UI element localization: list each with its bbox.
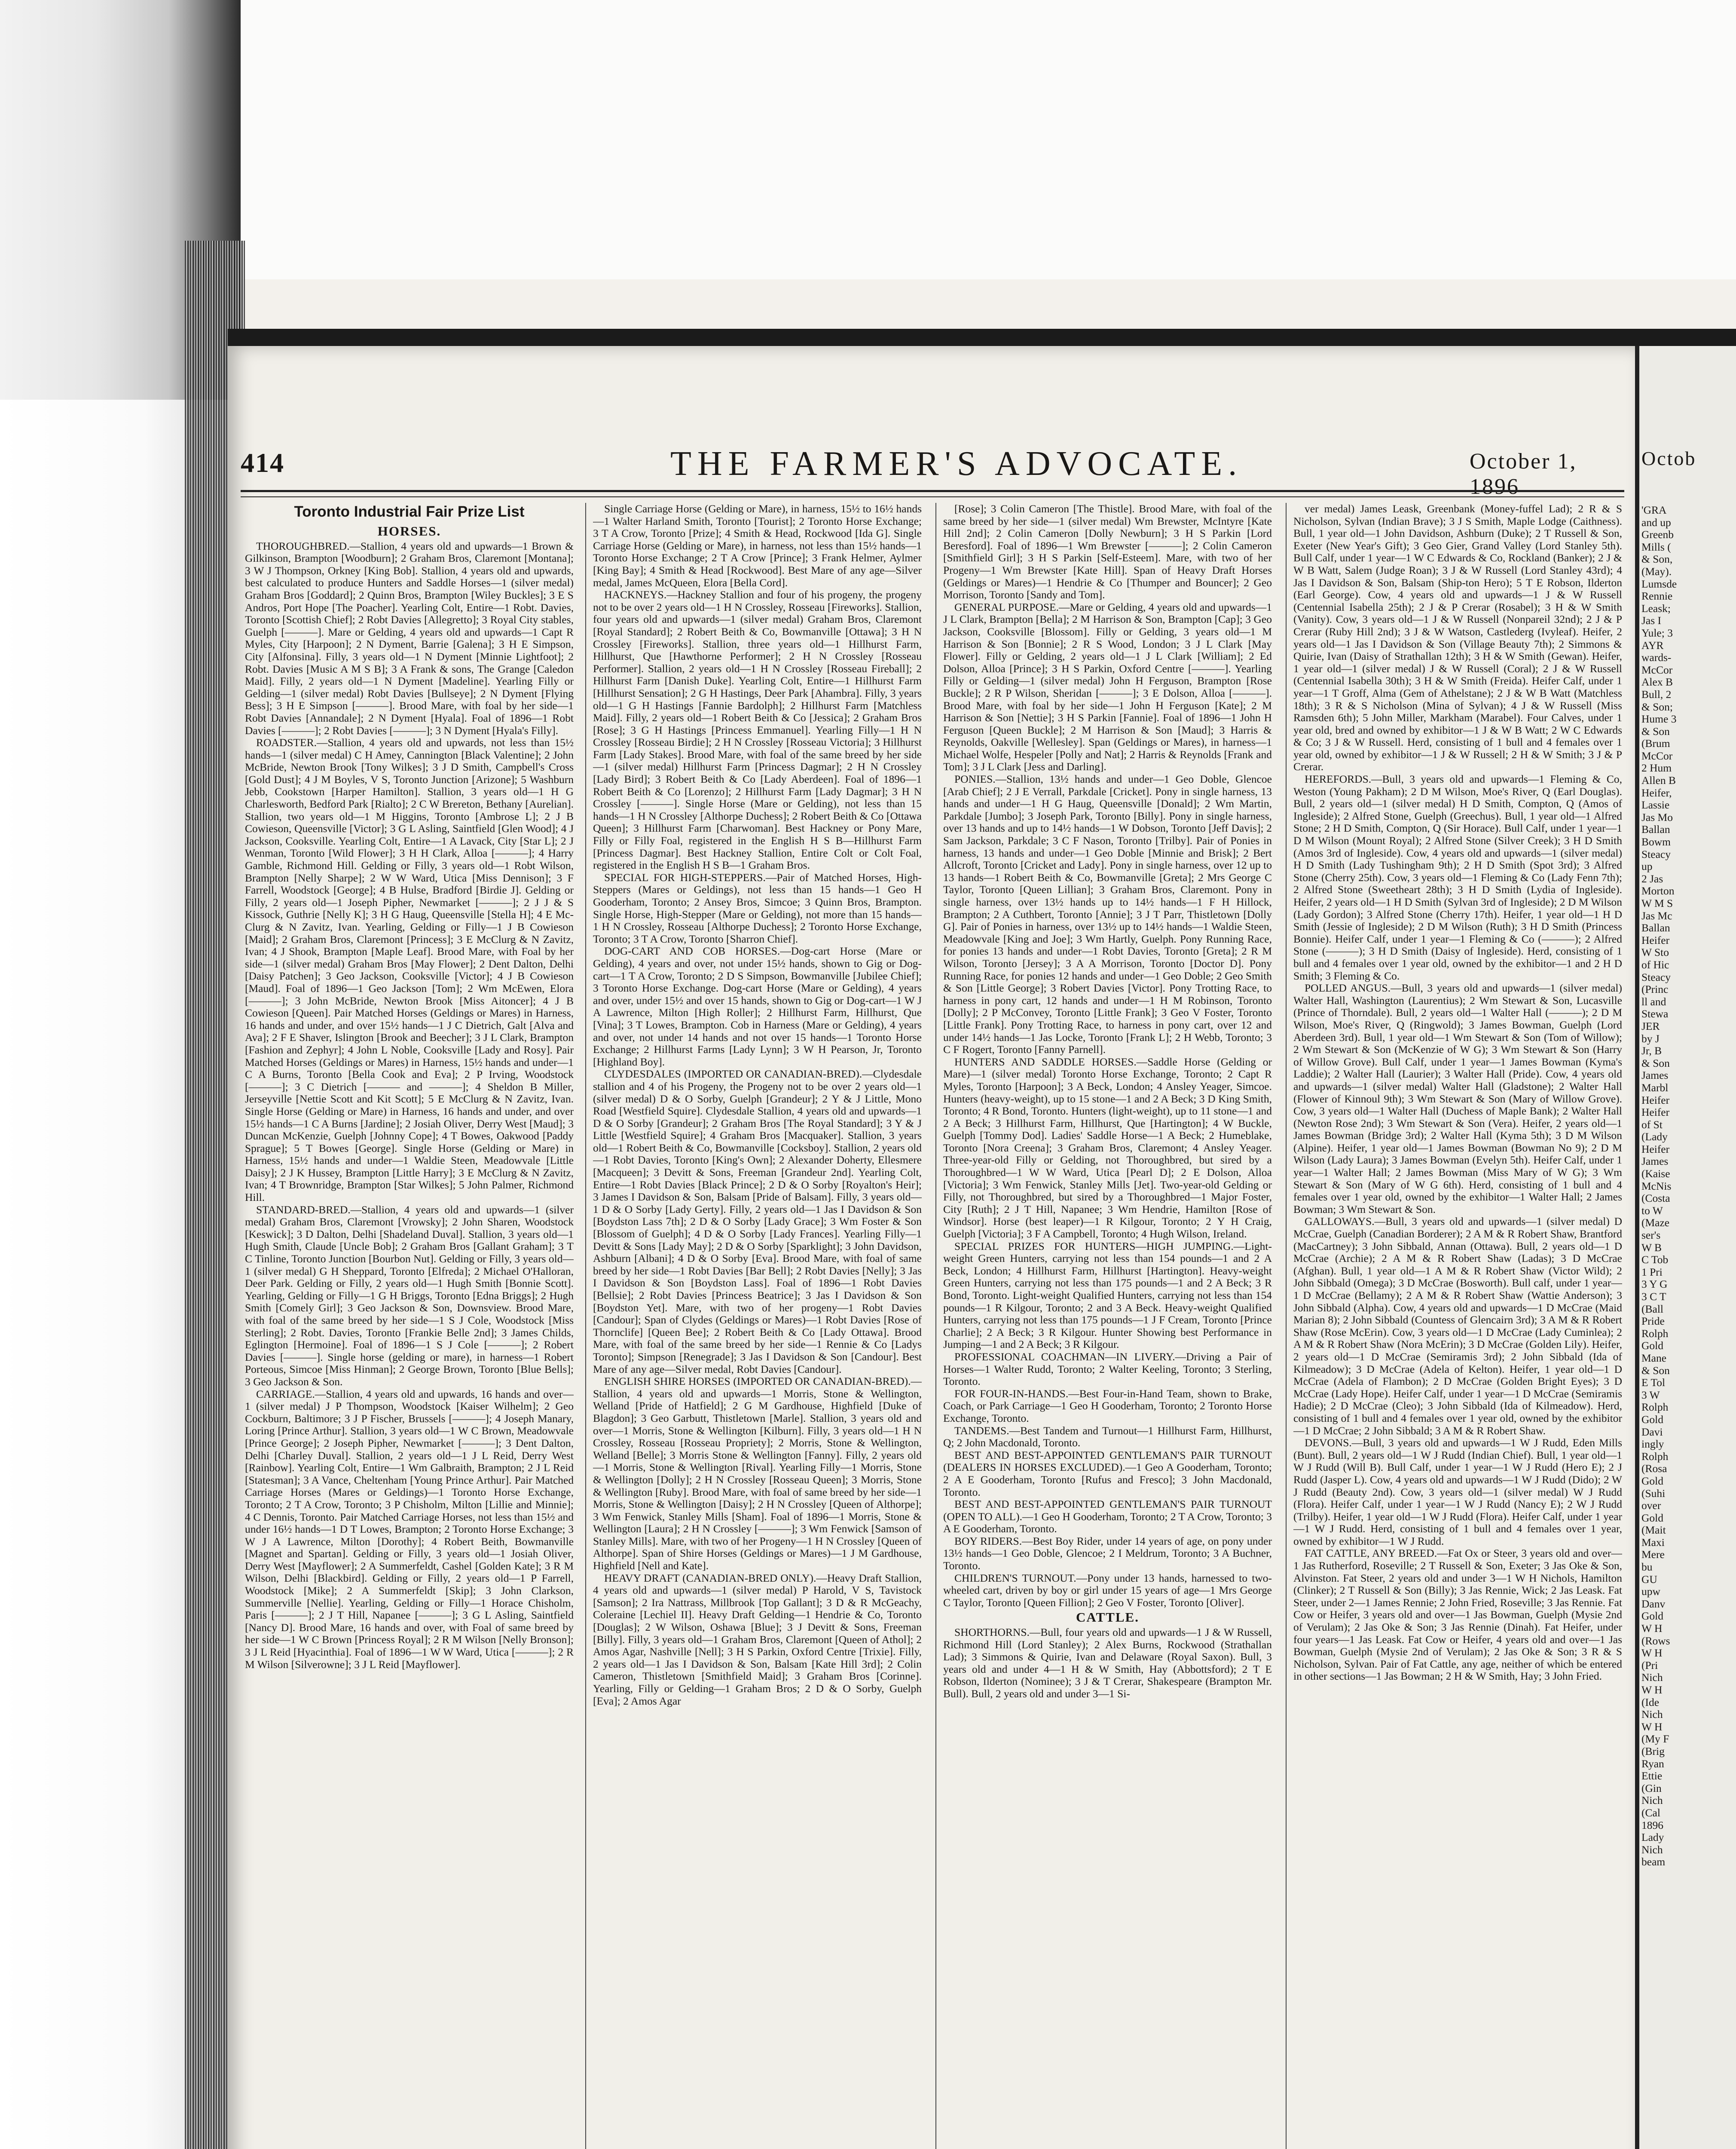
issue-date: October 1, 1896 [1470, 449, 1577, 499]
paragraph: FOR FOUR-IN-HANDS.—Best Four-in-Hand Team, shown to Brake, Coach, or Park Carriage—1 Geo H Gooderham, Toronto; 2 Toronto Horse Exchange, Toronto. [943, 1387, 1272, 1424]
header-rule [241, 490, 1624, 497]
fragment-line: Jas Mo [1641, 811, 1673, 823]
fragment-line: James [1641, 1155, 1669, 1168]
paragraph: ENGLISH SHIRE HORSES (IMPORTED OR CANADIAN-BRED).—Stallion, 4 years old and upwards—1 Morris, Stone & Wellington, Welland [Pride of Hatfield]; 2 G M Gardhouse, Highfield [Duke of Blagdon]; 3 Geo Garbutt, Thistletown [Marle]. Stallion, 3 years old and over—1 Morris, Stone & Wellington [Kilburn]. Filly, 3 years old—1 H N Crossley, Rosseau [Rosseau Propriety]; 2 Morris, Stone & Wellington, Welland [Belle]; 3 Morris Stone & Wellington [Fanny]. Filly, 2 years old—1 Morris, Stone & Wellington [Rival]. Yearling Filly—1 Morris, Stone & Wellington [Dolly]; 2 H N Crossley [Rosseau Queen]; 3 Morris, Stone & Wellington [Ruby]. Brood Mare, with foal of same breed by her side—1 Morris, Stone & Wellington [Daisy]; 2 H N Crossley [Queen of Althorpe]; 3 Wm Fenwick, Stanley Mills [Sham]. Foal of 1896—1 Morris, Stone & Wellington [Laura]; 2 H N Crossley [———]; 3 Wm Fenwick [Samson of Stanley Mills]. Mare, with two of her Progeny—1 H N Crossley [Queen of Althorpe]. Span of Shire Horses (Geldings or Mares)—1 J M Gardhouse, Highfield [Nell and Kate]. [593, 1375, 922, 1572]
fragment-line: Mere [1641, 1548, 1665, 1561]
fragment-line: wards- [1641, 651, 1672, 664]
paragraph: STANDARD-BRED.—Stallion, 4 years old and upwards—1 (silver medal) Graham Bros, Claremont [Vrowsky]; 2 John Sharen, Woodstock [Keswick]; 3 D Dalton, Delhi [Shadeland Duval]. Stallion, 3 years old—1 Hugh Smith, Claude [Uncle Bob]; 2 Graham Bros [Gallant Graham]; 3 T C Tinline, Toronto Junction [Bourbon Nut]. Gelding or Filly, 3 years old—1 (silver medal) G H Sheppard, Toronto [Elfreda]; 2 Michael O'Halloran, Deer Park. Gelding or Filly, 2 years old—1 Hugh Smith [Bonnie Scott]. Yearling, Gelding or Filly—1 G H Briggs, Toronto [Edna Briggs]; 2 Hugh Smith [Comely Girl]; 3 Geo Jackson & Son, Downsview. Brood Mare, with foal of the same breed by her side—1 S J Cole, Woodstock [Miss Sterling]; 2 Robt. Davies, Toronto [Frankie Belle 2nd]; 3 James Childs, Eglington [Hermoine]. Foal of 1896—1 S J Cole [———]; 2 Robert Davies [———]. Single horse (gelding or mare), in harness—1 Robert Porteous, Simcoe [Miss Hinman]; 2 George Brown, Toronto [Blue Bells]; 3 Geo Jackson & Son. [245, 1203, 574, 1388]
fragment-line: 'GRA [1641, 504, 1667, 516]
section-heading-cattle: CATTLE. [1076, 1610, 1139, 1625]
section-heading-horses: HORSES. [377, 523, 441, 539]
fragment-line: Mills ( [1641, 540, 1671, 553]
page-header [241, 445, 1620, 499]
fragment-line: Lassie [1641, 799, 1670, 811]
fragment-line: Gold [1641, 1474, 1663, 1487]
fragment-line: (Rosa [1641, 1462, 1667, 1475]
fragment-line: Gold [1641, 1610, 1663, 1622]
fragment-line: Steacy [1641, 970, 1671, 983]
fragment-line: Gold [1641, 1511, 1663, 1524]
fragment-line: upw [1641, 1585, 1660, 1598]
fragment-line: (Ball [1641, 1302, 1663, 1315]
fragment-line: (Costa [1641, 1192, 1670, 1205]
paragraph: PROFESSIONAL COACHMAN—IN LIVERY.—Driving a Pair of Horses—1 Walter Rudd, Toronto; 2 Walter Keeling, Toronto; 3 Sterling, Toronto. [943, 1350, 1272, 1388]
paragraph: SPECIAL PRIZES FOR HUNTERS—HIGH JUMPING.—Light-weight Green Hunters, carrying not less than 154 pounds—1 and 2 A Beck, London; 4 Hillhurst Farm, Hillhurst [Hartington]. Heavy-weight Green Hunters, carrying not less than 175 pounds—1 and 2 A Beck; 3 R Bond, Toronto. Light-weight Qualified Hunters, carrying not less than 154 pounds—1 R Kilgour, Toronto; 2 and 3 A Beck. Heavy-weight Qualified Hunters, carrying not less than 175 pounds—1 J F Cream, Toronto [Prince Charlie]; 2 A Beck; 3 R Kilgour. Hunter Showing best Performance in Jumping—1 and 2 A Beck; 3 R Kilgour. [943, 1240, 1272, 1351]
fragment-line: McNis [1641, 1179, 1672, 1192]
fragment-line: Bowm [1641, 836, 1671, 848]
fragment-line: of St [1641, 1118, 1663, 1131]
column-divider [1286, 503, 1287, 2149]
fragment-line: Danv [1641, 1597, 1666, 1610]
column-4 [1293, 503, 1622, 2149]
fragment-line: Nich [1641, 1671, 1663, 1684]
fragment-line: Rennie [1641, 590, 1673, 603]
fragment-line: Stewa [1641, 1007, 1669, 1020]
fragment-line: Greenb [1641, 528, 1674, 541]
column-3 [943, 503, 1272, 2149]
fragment-line: Jas I [1641, 614, 1662, 627]
paragraph: ROADSTER.—Stallion, 4 years old and upwards, not less than 15½ hands—1 (silver medal) C H Amey, Cannington [Black Valentine]; 2 John McBride, Newton Brook [Tony Wilkes]; 3 J D Smith, Campbell's Cross [Gold Dust]; 4 J M Boyles, V S, Toronto Junction [Arizone]; 5 Washburn Jebb, Cookstown [Harper Hamilton]. Stallion, 3 years old—1 H G Charlesworth, Bedford Park [Rialto]; 2 C W Brereton, Bethany [Aurelian]. Stallion, two years old—1 M Higgins, Toronto [Ambrose L]; 2 J B Cowieson, Queensville [Victor]; 3 G L Asling, Saintfield [Glen Wood]; 4 J Jackson, Cooksville. Yearling Colt, Entire—1 A Lavack, City [Star L]; 2 J Wenman, Toronto [Wild Flower]; 3 H H Clark, Alloa [———]; 4 Harry Gamble, Richmond Hill. Gelding or Filly, 3 years old—1 Robt Wilson, Brampton [Nelly Sharpe]; 2 W W Ward, Utica [Miss Dennison]; 3 F Farrell, Woodstock [George]; 4 B Hulse, Bradford [Birdie J]. Gelding or Filly, 2 years old—1 Joseph Pipher, Newmarket [———]; 2 J J & S Kissock, Guthrie [Nelly K]; 3 H G Haug, Queensville [Stella H]; 4 E Mc-Clurg & N Zavitz, Ivan. Yearling, Gelding or Filly—1 J B Cowieson [Maid]; 2 Graham Bros, Claremont [Princess]; 3 E McClurg & N Zavitz, Ivan; 4 J Shook, Brampton [Maple Leaf]. Brood Mare, with Foal by her side—1 (silver medal) Graham Bros [May Flower]; 2 Dent Dalton, Delhi [Daisy Patchen]; 3 Geo Jackson, Cooksville [Victor]; 4 J B Cowieson [Maud]. Foal of 1896—1 Geo Jackson [Tom]; 2 Wm McEwen, Elora [———]; 3 John McBride, Newton Brook [Miss Aitoncer]; 4 J B Cowieson [Queen]. Pair Matched Horses (Geldings or Mares) in Harness, 16 hands and under, and over 15½ hands—1 J C Dietrich, Galt [Alva and Ava]; 2 F E Shaver, Islington [Brook and Beecher]; 3 J L Clark, Brampton [Fashion and Zephyr]; 4 John L Noble, Cooksville [Lady and Rosy]. Pair Matched Horses (Geldings or Mares) in Harness, 15½ hands and under—1 C A Burns, Toronto [Bella Cook and Eva]; 2 P Irving, Woodstock [———]; 3 C Dietrich [——— and ———]; 4 Sheldon B Miller, Jerseyville [Nettie Scott and Kit Scott]; 5 E McClurg & N Zavitz, Ivan. Single Horse (Gelding or Mare) in Harness, 16 hands and under, and over 15½ hands—1 C A Burns [Jardine]; 2 Josiah Oliver, Derry West [Maud]; 3 Duncan McKenzie, Guelph [Johnny Cope]; 4 T Bowes, Oakwood [Paddy Sprague]; 5 T Bowes [George]. Single Horse (Gelding or Mare) in Harness, 15½ hands and under—1 Waldie Steen, Meadowvale [Little Daisy]; 2 J K Hussey, Brampton [Little Harry]; 3 E McClurg & N Zavitz, Ivan; 4 T Brownridge, Brampton [Star Wilkes]; 5 John Palmer, Richmond Hill. [245, 736, 574, 1204]
fragment-line: James [1641, 1069, 1669, 1082]
fragment-line: & Son [1641, 1056, 1670, 1069]
fragment-line: & Son [1641, 1364, 1670, 1377]
fragment-line: (Pri [1641, 1659, 1658, 1671]
fragment-line: ingly [1641, 1438, 1664, 1451]
fragment-line: Pride [1641, 1315, 1665, 1328]
paragraph: HUNTERS AND SADDLE HORSES.—Saddle Horse (Gelding or Mare)—1 (silver medal) Toronto Horse Exchange, Toronto; 2 Capt R Myles, Toronto [Harpoon]; 3 A Beck, London; 4 Ansley Yeager, Simcoe. Hunters (heavy-weight), up to 15 stone—1 and 2 A Beck; 3 D King Smith, Toronto; 4 R Bond, Toronto. Hunters (light-weight), up to 11 stone—1 and 2 A Beck; 3 Hillhurst Farm, Hillhurst, Que [Hartington]; 4 W Buckle, Guelph [Tommy Dod]. Ladies' Saddle Horse—1 A Beck; 2 Humeblake, Toronto [Nora Creena]; 3 Graham Bros, Claremont; 4 Ansley Yeager. Three-year-old Filly or Gelding, not Thoroughbred, but sired by a Thoroughbred—1 W W Ward, Utica [Pearl D]; 2 E Dolson, Alloa [Victoria]; 3 Wm Fenwick, Stanley Mills [Jet]. Two-year-old Gelding or Filly, not Thoroughbred, but sired by a Thoroughbred—1 Major Foster, City [Ruth]; 2 J T Hill, Napanee; 3 Wm Hendrie, Hamilton [Rose of Windsor]. Horse (best leaper)—1 R Kilgour, Toronto; 2 Y H Craig, Guelph [Victoria]; 3 F A Campbell, Toronto; 4 Hugh Wilson, Ireland. [943, 1055, 1272, 1240]
paragraph: FAT CATTLE, ANY BREED.—Fat Ox or Steer, 3 years old and over—1 Jas Rutherford, Roseville; 2 T Russell & Son, Exeter; 3 Jas Oke & Son, Alvinston. Fat Steer, 2 years old and under 3—1 W H Nichols, Hamilton (Clinker); 2 T Russell & Son (Billy); 3 Jas Rennie, Wick; 2 Jas Leask. Fat Steer, under 2—1 James Rennie; 2 John Fried, Roseville; 3 Jas Rennie. Fat Cow or Heifer, 3 years old and over—1 Jas Bowman, Guelph (Mysie 2nd of Verulam); 2 Jas Oke & Son; 3 Jas Rennie (Dinah). Fat Heifer, under four years—1 Jas Leask. Fat Cow or Heifer, 4 years old and over—1 Jas Bowman, Guelph (Mysie 2nd of Verulam); 2 Jas Oke & Son; 3 R & S Nicholson, Sylvan. Pair of Fat Cattle, any age, neither of which be entered in other sections—1 Jas Bowman; 2 H & W Smith, Hay; 3 John Fried. [1293, 1547, 1622, 1683]
fragment-line: Mane [1641, 1351, 1667, 1364]
fragment-line: up [1641, 860, 1653, 873]
fragment-line: Steacy [1641, 848, 1671, 860]
fragment-line: by J [1641, 1032, 1660, 1045]
fragment-line: Heifer [1641, 1106, 1670, 1119]
fragment-line: GU [1641, 1573, 1657, 1586]
fragment-line: 3 Y G [1641, 1278, 1668, 1291]
fragment-line: (Princ [1641, 983, 1669, 996]
fragment-line: Nich [1641, 1843, 1663, 1856]
fragment-line: (Ide [1641, 1696, 1660, 1708]
fragment-line: and up [1641, 516, 1671, 529]
paragraph: BEST AND BEST-APPOINTED GENTLEMAN'S PAIR TURNOUT (OPEN TO ALL).—1 Geo H Gooderham, Toronto; 2 T A Crow, Toronto; 3 A E Gooderham, Toronto. [943, 1498, 1272, 1535]
fragment-line: Marbl [1641, 1081, 1669, 1094]
fragment-line: & Son; [1641, 700, 1673, 713]
fragment-line: ll and [1641, 995, 1666, 1008]
fragment-line: to W [1641, 1204, 1663, 1217]
fragment-line: Rolph [1641, 1327, 1669, 1340]
article-heading: Toronto Industrial Fair Prize List [294, 503, 525, 520]
paragraph: HEREFORDS.—Bull, 3 years old and upwards—1 Fleming & Co, Weston (Young Pakham); 2 D M Wilson, Moe's River, Q (Earl Douglas). Bull, 2 years old—1 (silver medal) H D Smith, Compton, Q (Amos of Ingleside); 2 Alfred Stone, Guelph (Greechus). Bull, 1 year old—1 Alfred Stone; 2 H D Smith, Compton, Q (Sir Horace). Bull Calf, under 1 year—1 D M Wilson (Mount Royal); 2 Alfred Stone (Silver Creek); 3 H D Smith (Amos 3rd of Ingleside). Cow, 4 years old and upwards—1 (silver medal) H D Smith (Lady Tushingham 9th); 2 H D Smith (Spot 3rd); 3 Alfred Stone (Cherry 25th). Cow, 3 years old—1 Fleming & Co (Lady Fenn 7th); 2 Alfred Stone (Sweetheart 28th); 3 H D Smith (Lydia of Ingleside). Heifer, 2 years old—1 H D Smith (Sylvan 3rd of Ingleside); 2 D M Wilson (Lady Gordon); 3 Alfred Stone (Cherry 17th). Heifer, 1 year old—1 H D Smith (Jessie of Ingleside); 2 D M Wilson (Ruth); 3 H D Smith (Princess Bonnie). Heifer Calf, under 1 year—1 Fleming & Co (———); 2 Alfred Stone (———); 3 H D Smith (Daisy of Ingleside). Herd, consisting of 1 bull and 4 females over 1 year old, owned by the exhibitor—1 and 2 H D Smith; 3 Fleming & Co. [1293, 773, 1622, 982]
paragraph: HEAVY DRAFT (CANADIAN-BRED ONLY).—Heavy Draft Stallion, 4 years old and upwards—1 (silver medal) P Harold, V S, Tavistock [Samson]; 2 Ira Nattrass, Millbrook [Top Gallant]; 3 D & R McGeachy, Coleraine [Lechiel II]. Heavy Draft Gelding—1 Hendrie & Co, Toronto [Douglas]; 2 W Wilson, Oshawa [Blue]; 3 J Devitt & Sons, Freeman [Billy]. Filly, 3 years old—1 Graham Bros, Claremont [Queen of Athol]; 2 Amos Agar, Nashville [Nell]; 3 H S Parkin, Oxford Centre [Trixie]. Filly, 2 years old—1 Jas I Davidson & Son, Balsam [Kate Hill 3rd]; 2 Colin Cameron, Thistletown [Smithfield Maid]; 3 Graham Bros [Corinne]. Yearling, Filly or Gelding—1 Graham Bros; 2 D & O Sorby, Guelph [Eva]; 2 Amos Agar [593, 1571, 922, 1707]
fragment-line: W Sto [1641, 946, 1669, 959]
fragment-line: Ryan [1641, 1757, 1664, 1770]
fragment-line: 3 C T [1641, 1290, 1666, 1303]
fragment-line: Lady [1641, 1831, 1664, 1844]
paragraph: PONIES.—Stallion, 13½ hands and under—1 Geo Doble, Glencoe [Arab Chief]; 2 J E Verrall, Parkdale [Cricket]. Pony in single harness, 13 hands and under—1 H G Haug, Queensville [Donald]; 2 Wm Martin, Parkdale [Jumbo]; 3 Joseph Park, Toronto [Billy]. Pony in single harness, over 13 hands and up to 14½ hands—1 W Dobson, Toronto [Jeff Davis]; 2 Sam Jackson, Parkdale; 3 C F Nason, Toronto [Trilby]. Pair of Ponies in harness, 13 hands and under—1 Geo Doble [Minnie and Brisk]; 2 Bert Allcroft, Toronto [Cricket and Lady]. Pony in single harness, over 12 up to 13 hands—1 Robert Beith & Co, Bowmanville [Greta]; 2 Mrs George C Taylor, Toronto [Queen Lillian]; 3 Graham Bros, Claremont. Pony in single harness, over 13½ hands up to 14½ hands—1 F H Hillock, Brampton; 2 A Cuthbert, Toronto [Annie]; 3 J T Parr, Thistletown [Dolly G]. Pair of Ponies in harness, over 13½ up to 14½ hands—1 Waldie Steen, Meadowvale [King and Joe]; 3 Wm Hartly, Guelph. Pony Running Race, for ponies 13 hands and under—1 Robt Davies, Toronto [Greta]; 2 R M Wilson, Toronto [Jersey]; 3 A A Morrison, Toronto [Doctor D]. Pony Running Race, for ponies 12 hands and under—1 Geo Doble; 2 Geo Smith & Son [Little George]; 3 Robert Davies [Victor]. Pony Trotting Race, to harness in pony cart, 12 hands and under—1 H M Robinson, Toronto [Dolly]; 2 P McConvey, Toronto [Little Frank]; 3 Geo V Foster, Toronto [Little Frank]. Pony Trotting Race, to harness in pony cart, over 12 and under 14½ hands—1 Jas Locke, Toronto [Frank L]; 2 H Webb, Toronto; 3 C F Rogert, Toronto [Fanny Parnell]. [943, 773, 1272, 1056]
paragraph: TANDEMS.—Best Tandem and Turnout—1 Hillhurst Farm, Hillhurst, Q; 2 John Macdonald, Toronto. [943, 1424, 1272, 1449]
fragment-line: W H [1641, 1684, 1663, 1696]
fragment-line: (Lady [1641, 1130, 1668, 1143]
fragment-line: 2 Hum [1641, 762, 1672, 774]
next-page-lines [1641, 504, 1734, 1868]
fragment-line: bu [1641, 1561, 1653, 1573]
top-shadow [228, 329, 1736, 346]
next-page-header: Octob [1641, 447, 1696, 469]
fragment-line: 1 Pri [1641, 1265, 1663, 1278]
fragment-line: Bull, 2 [1641, 688, 1672, 701]
fragment-line: Gold [1641, 1339, 1663, 1352]
fragment-line: Gold [1641, 1413, 1663, 1426]
fragment-line: Nich [1641, 1708, 1663, 1721]
fragment-line: Morton [1641, 885, 1675, 897]
fragment-line: McCor [1641, 663, 1673, 676]
fragment-line: McCor [1641, 749, 1673, 762]
fragment-line: E Tol [1641, 1376, 1666, 1389]
fragment-line: W H [1641, 1647, 1663, 1659]
paragraph: DOG-CART AND COB HORSES.—Dog-cart Horse (Mare or Gelding), 4 years and over, not under 15½ hands, shown to Gig or Dog-cart—1 T A Crow, Toronto; 2 D S Simpson, Bowmanville [Jubilee Chief]; 3 Toronto Horse Exchange. Dog-cart Horse (Mare or Gelding), 4 years and over, under 15½ and over 15 hands, shown to Gig or Dog-cart—1 W J A Lawrence, Milton [High Roller]; 2 Hillhurst Farm, Hillhurst, Que [Vina]; 3 T Lowes, Brampton. Cob in Harness (Mare or Gelding), 4 years and over, not under 14 hands and not over 15 hands—1 Toronto Horse Exchange; 2 Hillhurst Farms [Lady Lynn]; 3 W H Pearson, Jr, Toronto [Highland Boy]. [593, 945, 922, 1068]
fragment-line: Jas Mc [1641, 909, 1672, 922]
fragment-line: Leask; [1641, 602, 1671, 615]
fragment-line: AYR [1641, 639, 1664, 652]
fragment-line: Ballan [1641, 921, 1670, 934]
fragment-line: Ballan [1641, 823, 1670, 836]
fragment-line: C Tob [1641, 1253, 1669, 1266]
fragment-line: (Mait [1641, 1524, 1666, 1537]
fragment-line: Heifer [1641, 1142, 1670, 1155]
fragment-line: W B [1641, 1241, 1662, 1254]
fragment-line: ser's [1641, 1229, 1661, 1242]
fragment-line: W H [1641, 1720, 1663, 1733]
fragment-line: Nich [1641, 1794, 1663, 1807]
fragment-line: Ettie [1641, 1769, 1663, 1782]
fragment-line: 3 W [1641, 1388, 1660, 1401]
paragraph: GALLOWAYS.—Bull, 3 years old and upwards—1 (silver medal) D McCrae, Guelph (Canadian Borderer); 2 A M & R Robert Shaw, Brantford (MacCartney); 3 John Sibbald, Annan (Ottawa). Bull, 2 years old—1 D McCrae (Archie); 2 A M & R Robert Shaw (Ladas); 3 D McCrae (Afghan). Bull, 1 year old—1 A M & R Robert Shaw (Victor Wild); 2 John Sibbald (Omega); 3 D McCrae (Bosworth). Bull calf, under 1 year—1 D McCrae (Bellamy); 2 A M & R Robert Shaw (Wattie Anderson); 3 John Sibbald (Alpha). Cow, 4 years old and upwards—1 D McCrae (Maid Marian 8); 2 John Sibbald (Countess of Glencairn 3rd); 3 A M & R Robert Shaw (Rose McErin). Cow, 3 years old—1 D McCrae (Lady Cuminlea); 2 A M & R Robert Shaw (Nora McErin); 3 D McCrae (Golden Lily). Heifer, 2 years old—1 D McCrae (Semiramis 3rd); 2 John Sibbald (Ida of Kilmeadow); 3 D McCrae (Adela of Kelton). Heifer, 1 year old—1 D McCrae (Adela of Flambon); 2 D McCrae (Golden Bright Eyes); 3 D McCrae (Lady Hope). Heifer Calf, under 1 year—1 D McCrae (Semiramis Hadie); 2 D McCrae (Cleo); 3 John Sibbald (Ida of Kilmeadow). Herd, consisting of 1 bull and 4 females over 1 year old, owned by the exhibitor—1 D McCrae; 2 John Sibbald; 3 A M & R Robert Shaw. [1293, 1215, 1622, 1437]
fragment-line: over [1641, 1499, 1661, 1512]
fragment-line: W H [1641, 1622, 1663, 1635]
fragment-line: Alex B [1641, 676, 1673, 689]
fragment-line: 1896 [1641, 1818, 1663, 1831]
fragment-line: (Brig [1641, 1745, 1665, 1757]
page-number: 414 [241, 447, 284, 478]
paragraph: SHORTHORNS.—Bull, four years old and upwards—1 J & W Russell, Richmond Hill (Lord Stanley); 2 Alex Burns, Rockwood (Strathallan Lad); 3 Simmons & Quirie, Ivan and Delaware (Royal Saxon). Bull, 3 years old and under 4—1 H & W Smith, Hay (Abbottsford); 2 T E Robson, Ilderton (Nominee); 3 J & T Crerar, Shakespeare (Brampton Mr. Bull). Bull, 2 years old and under 3—1 Si- [943, 1626, 1272, 1700]
paragraph: POLLED ANGUS.—Bull, 3 years old and upwards—1 (silver medal) Walter Hall, Washington (Laurentius); 2 Wm Stewart & Son, Lucasville (Prince of Thorndale). Bull, 2 years old—1 Walter Hall (———); 2 D M Wilson, Moe's River, Q (Ringwold); 3 James Bowman, Guelph (Lord Aberdeen 3rd). Bull, 1 year old—1 Wm Stewart & Son (Tom of Willow); 2 Wm Stewart & Son (McKenzie of W G); 3 Wm Stewart & Son (Harry of Willow Grove). Bull Calf, under 1 year—1 James Bowman (Kyma's Laddie); 2 Walter Hall (Laurier); 3 Walter Hall (Pride). Cow, 4 years old and upwards—1 (silver medal) Walter Hall (Gladstone); 2 Walter Hall (Flower of Kinnoul 9th); 3 Wm Stewart & Son (Mary of Willow Grove). Cow, 3 years old—1 Walter Hall (Duchess of Maple Bank); 2 Walter Hall (Newton Rose 2nd); 3 Wm Stewart & Son (Vera). Heifer, 2 years old—1 James Bowman (Bridge 3rd); 2 Walter Hall (Kyma 5th); 3 D M Wilson (Alpine). Heifer, 1 year old—1 James Bowman (Bowman No 9); 2 D M Wilson (Lady Laura); 3 James Bowman (Evelyn 5th). Heifer Calf, under 1 year—1 Walter Hall; 2 James Bowman (Miss Mary of W G); 3 Wm Stewart & Son (Mary of W G 6th). Herd, consisting of 1 bull and 4 females over 1 year old, owned by the exhibitor—1 Walter Hall; 2 James Bowman; 3 Wm Stewart & Son. [1293, 982, 1622, 1215]
fragment-line: (Brum [1641, 737, 1670, 750]
fragment-line: Lumsde [1641, 577, 1677, 590]
publication-title: THE FARMER'S ADVOCATE. [670, 445, 1243, 483]
next-page-fragment [1641, 447, 1734, 2149]
fragment-line: Rolph [1641, 1401, 1669, 1414]
fragment-line: Heifer [1641, 1093, 1670, 1106]
fragment-line: (Kaise [1641, 1167, 1670, 1180]
paragraph: HACKNEYS.—Hackney Stallion and four of his progeny, the progeny not to be over 2 years old—1 H N Crossley, Rosseau [Fireworks]. Stallion, four years old and upwards—1 (silver medal) Graham Bros, Claremont [Royal Standard]; 2 Robert Beith & Co, Bowmanville [Ottawa]; 3 H N Crossley [Fireworks]. Stallion, three years old—1 Hillhurst Farm, Hillhurst, Que [Hawthorne Performer]; 2 H N Crossley [Rosseau Performer]. Stallion, 2 years old—1 H N Crossley [Rosseau Fireball]; 2 Hillhurst Farm [Danish Duke]. Yearling Colt, Entire—1 Hillhurst Farm [Hillhurst Sensation]; 2 G H Hastings, Deer Park [Ahambra]. Filly, 3 years old—1 G H Hastings [Fannie Bardolph]; 2 Hillhurst Farm [Matchless Maid]. Filly, 2 years old—1 Robert Beith & Co [Jessica]; 2 Graham Bros [Rose]; 3 G H Hastings [Princess Emmanuel]. Yearling Filly—1 H N Crossley [Rosseau Birdie]; 2 H N Crossley [Rosseau Victoria]; 3 Hillhurst Farm [Lady Stakes]. Brood Mare, with foal of the same breed by her side—1 (silver medal) Hillhurst Farm [Princess Dagmar]; 2 H N Crossley [Lady Bird]; 3 Robert Beith & Co [Lady Aberdeen]. Foal of 1896—1 Robert Beith & Co [Lorenzo]; 2 Hillhurst Farm [Lady Dagmar]; 3 H N Crossley [———]. Single Horse (Mare or Gelding), not less than 15 hands—1 H N Crossley [Althorpe Duchess]; 2 Robert Beith & Co [Ottawa Queen]; 3 Hillhurst Farm [Charwoman]. Best Hackney or Pony Mare, Filly or Filly Foal, registered in the English H S B—Hillhurst Farm [Princess Dagmar]. Best Hackney Stallion, Entire Colt or Colt Foal, registered in the English H S B—1 Graham Bros. [593, 588, 922, 872]
fragment-line: JER [1641, 1019, 1660, 1032]
fragment-line: (May). [1641, 565, 1672, 578]
paragraph: ver medal) James Leask, Greenbank (Money-fuffel Lad); 2 R & S Nicholson, Sylvan (Indian Brave); 3 J S Smith, Maple Lodge (Caithness). Bull, 1 year old—1 John Davidson, Ashburn (Duke); 2 T Russell & Son, Exeter (New Year's Gift); 3 Geo Gier, Grand Valley (Lord Stanley 5th). Bull Calf, under 1 year—1 W C Edwards & Co, Rockland (Banker); 2 J & W B Watt, Salem (Judge Roan); 3 J & W Russell (Lord Stanley 43rd); 4 Jas I Davidson & Son, Balsam (Ship-ton Hero); 5 T E Robson, Ilderton (Earl George). Cow, 4 years old and upwards—1 J & W Russell (Centennial Isabella 25th); 2 J & P Crerar (Rosabel); 3 H & W Smith (Vanity). Cow, 3 years old—1 J & W Russell (Nonpareil 32nd); 2 J & P Crerar (Ruby Hill 2nd); 3 J & W Watson, Castlederg (Ivyleaf). Heifer, 2 years old—1 Jas I Davidson & Son (Village Beauty 7th); 2 Simmons & Quirie, Ivan (Daisy of Strathallan 12th); 3 H & W Smith (Gewan). Heifer, 1 year old—1 (silver medal) J & W Russell (Coral); 2 J & W Russell (Centennial Isabella 30th); 3 H & W Smith (Freida). Heifer Calf, under 1 year—1 T Groff, Alma (Gem of Athelstane); 2 J & W B Watt (Matchless 18th); 3 R & S Nicholson (Mina of Sylvan); 4 J & W Russell (Miss Ramsden 6th); 5 John Miller, Markham (Marabel). Four Calves, under 1 year old, bred and owned by exhibitor—1 J & W B Watt; 2 W C Edwards & Co; 3 J & W Russell. Herd, consisting of 1 bull and 4 females over 1 year old, owned by exhibitor—1 J & W Russell; 2 H & W Smith; 3 J & P Crerar. [1293, 503, 1622, 773]
paragraph: BEST AND BEST-APPOINTED GENTLEMAN'S PAIR TURNOUT (DEALERS IN HORSES EXCLUDED).—1 Geo A Gooderham, Toronto; 2 A E Gooderham, Toronto [Rufus and Fresco]; 3 John Macdonald, Toronto. [943, 1448, 1272, 1498]
fragment-line: (Suhi [1641, 1487, 1666, 1500]
fragment-line: Davi [1641, 1425, 1663, 1438]
fragment-line: & Son [1641, 725, 1670, 738]
paragraph: Single Carriage Horse (Gelding or Mare), in harness, 15½ to 16½ hands—1 Walter Harland Smith, Toronto [Tourist]; 2 Toronto Horse Exchange; 3 T A Crow, Toronto [Prize]; 4 Smith & Head, Rockwood [Ida G]. Single Carriage Horse (Gelding or Mare), in harness, not less than 15½ hands—1 Toronto Horse Exchange; 2 T A Crow [Prince]; 3 Frank Helmer, Aylmer [King Bay]; 4 Smith & Head [Rockwood]. Best Mare of any age—Silver medal, James McQueen, Elora [Bella Cord]. [593, 503, 922, 589]
paragraph: DEVONS.—Bull, 3 years old and upwards—1 W J Rudd, Eden Mills (Bunt). Bull, 2 years old—1 W J Rudd (Indian Chief). Bull, 1 year old—1 W J Rudd (Will B). Bull Calf, under 1 year—1 W J Rudd (Hero E); 2 J Rudd (Jasper L). Cow, 4 years old and upwards—1 W J Rudd (Dido); 2 W J Rudd (Beauty 2nd). Cow, 3 years old—1 (silver medal) W J Rudd (Flora). Heifer Calf, under 1 year—1 W J Rudd (Nancy E); 2 W J Rudd (Trilby). Heifer, 1 year old—1 W J Rudd (Flora). Heifer Calf, under 1 year—1 W J Rudd. Herd, consisting of 1 bull and 4 females over 1 year, owned by exhibitor—1 W J Rudd. [1293, 1436, 1622, 1547]
column-divider [935, 503, 936, 2149]
fragment-line: & Son, [1641, 553, 1673, 566]
fragment-line: (Maze [1641, 1216, 1670, 1229]
fragment-line: Hume 3 [1641, 713, 1677, 726]
paragraph: [Rose]; 3 Colin Cameron [The Thistle]. Brood Mare, with foal of the same breed by her side—1 (silver medal) Wm Brewster, McIntyre [Kate Hill 2nd]; 2 Colin Cameron [Dolly Newburn]; 3 H S Parkin [Lord Beresford]. Foal of 1896—1 Wm Brewster [———]; 2 Colin Cameron [Smithfield Girl]; 3 H S Parkin [Self-Esteem]. Mare, with two of her Progeny—1 Wm Brewster [Kate Hill]. Span of Heavy Draft Horses (Geldings or Mares)—1 Hendrie & Co [Thumper and Bouncer]; 2 Geo Morrison, Toronto [Sandy and Tom]. [943, 503, 1272, 601]
fragment-line: Heifer [1641, 934, 1670, 946]
fragment-line: Maxi [1641, 1536, 1665, 1549]
fragment-line: (Rows [1641, 1634, 1670, 1647]
fragment-line: Allen B [1641, 774, 1676, 787]
fragment-line: (Cal [1641, 1806, 1660, 1819]
fragment-line: Heifer, [1641, 786, 1672, 799]
fragment-line: of Hic [1641, 958, 1669, 971]
paragraph: GENERAL PURPOSE.—Mare or Gelding, 4 years old and upwards—1 J L Clark, Brampton [Bella]; 2 M Harrison & Son, Brampton [Cap]; 3 Geo Jackson, Cooksville [Blossom]. Filly or Gelding, 3 years old—1 M Harrison & Son [Bonnie]; 2 R S Wood, London; 3 J L Clark [May Flower]. Filly or Gelding, 2 years old—1 J L Clark [William]; 2 Ed Dolson, Alloa [Prince]; 3 H S Parkin, Oxford Centre [———]. Yearling Filly or Gelding—1 (silver medal) John H Ferguson, Brampton [Rose Buckle]; 2 R P Wilson, Sheridan [———]; 3 E Dolson, Alloa [———]. Brood Mare, with foal by her side—1 John H Ferguson [Kate]; 2 M Harrison & Son [Nettie]; 3 H S Parkin [Fannie]. Foal of 1896—1 John H Ferguson [Queen Buckle]; 2 M Harrison & Son [Maud]; 3 Harris & Reynolds, Oakville [Wellesley]. Span (Geldings or Mares), in harness—1 Michael Wolfe, Hespeler [Polly and Nat]; 2 Harris & Reynolds [Frank and Tom]; 3 J L Clark [Jess and Darling]. [943, 600, 1272, 773]
fragment-line: (My F [1641, 1733, 1669, 1745]
column-divider [585, 503, 586, 2149]
column-2 [593, 503, 922, 2149]
fragment-line: Jr, B [1641, 1044, 1662, 1057]
paragraph: CLYDESDALES (IMPORTED OR CANADIAN-BRED).—Clydesdale stallion and 4 of his Progeny, the Progeny not to be over 2 years old—1 (silver medal) D & O Sorby, Guelph [Grandeur]; 2 Y & J Little, Mono Road [Westfield Squire]. Clydesdale Stallion, 4 years old and upwards—1 D & O Sorby [Grandeur]; 2 Graham Bros [The Royal Standard]; 3 Y & J Little [Westfield Squire]; 4 Graham Bros [Macquaker]. Stallion, 3 years old—1 Robert Beith & Co, Bowmanville [Cocksboy]. Stallion, 2 years old—1 Robt Davies, Toronto [King's Own]; 2 Alexander Doherty, Ellesmere [Macqueen]; 3 Devitt & Sons, Freeman [Grandeur 2nd]. Yearling Colt, Entire—1 Robt Davies [Black Prince]; 2 D & O Sorby [Royalton's Heir]; 3 James I Davidson & Son, Balsam [Pride of Balsam]. Filly, 3 years old—1 D & O Sorby [Lady Gerty]. Filly, 2 years old—1 Jas I Davidson & Son [Boydston Lass 7th]; 2 D & O Sorby [Lady Grace]; 3 Wm Foster & Son [Blossom of Guelph]; 4 D & O Sorby [Lady Frances]. Yearling Filly—1 Devitt & Sons [Lady May]; 2 D & O Sorby [Sparklight]; 3 John Davidson, Ashburn [Albani]; 4 D & O Sorby [Eva]. Brood Mare, with foal of same breed by her side—1 Robt Davies [Bar Bell]; 2 Robt Davies [Nelly]; 3 Jas I Davidson & Son [Boydston Lass]. Foal of 1896—1 Robt Davies [Bellsie]; 2 Robt Davies [Princess Beatrice]; 3 Jas I Davidson & Son [Boydston Yet]. Mare, with two of her progeny—1 Robt Davies [Candour]; Span of Clydes (Geldings or Mares)—1 Robt Davies [Rose of Thornclife] [Queen Bee]; 2 Robert Beith & Co [Lady Ottawa]. Brood Mare, with foal of the same breed by her side—1 Rennie & Co [Ladys Toronto]; Simpson [Renegrade]; 3 Jas I Davidson & Son [Candour]. Best Mare of any age—Silver medal, Robt Davies [Candour]. [593, 1068, 922, 1375]
fragment-line: (Gin [1641, 1782, 1662, 1794]
fragment-line: Rolph [1641, 1450, 1669, 1463]
column-1 [245, 503, 574, 2149]
paragraph: BOY RIDERS.—Best Boy Rider, under 14 years of age, on pony under 13½ hands—1 Geo Doble, Glencoe; 2 I Meldrum, Toronto; 3 A Buchner, Toronto. [943, 1534, 1272, 1572]
paragraph: CARRIAGE.—Stallion, 4 years old and upwards, 16 hands and over—1 (silver medal) J P Thompson, Woodstock [Kaiser Wilhelm]; 2 Geo Cockburn, Baltimore; 3 J P Fischer, Brussels [———]; 4 Joseph Manary, Loring [Prince Arthur]. Stallion, 3 years old—1 W C Brown, Meadowvale [Prince George]; 2 Joseph Pipher, Newmarket [———]; 3 Dent Dalton, Delhi [Charley Duval]. Stallion, 2 years old—1 J L Reid, Derry West [Rainbow]. Yearling Colt, Entire—1 Wm Galbraith, Brampton; 2 J L Reid [Statesman]; 3 A Vance, Cheltenham [Young Prince Arthur]. Pair Matched Carriage Horses (Mares or Geldings)—1 Toronto Horse Exchange, Toronto; 2 T A Crow, Toronto; 3 P Chisholm, Milton [Lillie and Minnie]; 4 C Dennis, Toronto. Pair Matched Carriage Horses, not less than 15½ and under 16½ hands—1 D T Lowes, Brampton; 2 Toronto Horse Exchange; 3 W J A Lawrence, Milton [Dorothy]; 4 Robert Beith, Bowmanville [Magnet and Spartan]. Gelding or Filly, 3 years old—1 Josiah Oliver, Derry West [Mayflower]; 2 A Summerfeldt, Cashel [Golden Kate]; 3 R M Wilson, Delhi [Blackbird]. Gelding or Filly, 2 years old—1 P Farrell, Woodstock [Mike]; 2 A Summerfeldt [Skip]; 3 John Clarkson, Summerville [Nellie]. Yearling, Gelding or Filly—1 Horace Chisholm, Paris [———]; 2 J T Hill, Napanee [———]; 3 G L Asling, Saintfield [Nancy D]. Brood Mare, 16 hands and over, with Foal of same breed by her side—1 W C Brown [Princess Royal]; 2 R M Wilson [Nelly Bronson]; 3 J L Reid [Hyacinthia]. Foal of 1896—1 W W Ward, Utica [———]; 2 R M Wilson [Silverowne]; 3 J L Reid [Mayflower]. [245, 1387, 574, 1671]
scan-background [0, 0, 1736, 279]
paragraph: THOROUGHBRED.—Stallion, 4 years old and upwards—1 Brown & Gilkinson, Brampton [Woodburn]; 2 Graham Bros, Claremont [Montana]; 3 W J Thompson, Orkney [King Bob]. Stallion, 4 years old and upwards, best calculated to produce Hunters and Saddle Horses—1 (silver medal) Graham Bros [Goddard]; 2 Quinn Bros, Brampton [Wiley Buckles]; 3 E S Andros, Port Hope [The Poacher]. Yearling Colt, Entire—1 Robt. Davies, Toronto [Scottish Chief]; 2 Robt Davies [Allegretto]; 3 Royal City stables, Guelph [———]. Mare or Gelding, 4 years old and upwards—1 Capt R Myles, City [Harpoon]; 2 N Dyment, Barrie [Galena]; 3 H E Simpson, City [Alfonsina]. Filly, 3 years old—1 N Dyment [Minnie Lightfoot]; 2 Robt. Davies [Music A M S B]; 3 A Frank & sons, The Grange [Caledon Maid]. Filly, 2 years old—1 N Dyment [Madeline]. Yearling Filly or Gelding—1 (silver medal) Robt Davies [Bullseye]; 2 N Dyment [Flying Bess]; 3 H E Simpson [———]. Brood Mare, with foal by her side—1 Robt Davies [Annandale]; 2 N Dyment [Hyala]. Foal of 1896—1 Robt Davies [———]; 2 Robt Davies [———]; 3 N Dyment [Hyala's Filly]. [245, 539, 574, 737]
fragment-line: 2 Jas [1641, 872, 1663, 885]
fragment-line: W M S [1641, 897, 1673, 909]
paragraph: SPECIAL FOR HIGH-STEPPERS.—Pair of Matched Horses, High-Steppers (Mares or Geldings), not less than 15 hands—1 Geo H Gooderham, Toronto; 2 Ansey Bros, Simcoe; 3 Quinn Bros, Brampton. Single Horse, High-Stepper (Mare or Gelding), not more than 15 hands—1 H N Crossley, Rosseau [Althorpe Duchess]; 2 Toronto Horse Exchange, Toronto; 3 T A Crow, Toronto [Sharron Chief]. [593, 871, 922, 945]
fragment-line: beam [1641, 1855, 1666, 1868]
paragraph: CHILDREN'S TURNOUT.—Pony under 13 hands, harnessed to two-wheeled cart, driven by boy or girl under 15 years of age—1 Mrs George C Taylor, Toronto [Queen Fillion]; 2 Geo V Foster, Toronto [Oliver]. [943, 1571, 1272, 1609]
fragment-line: Yule; 3 [1641, 626, 1673, 639]
